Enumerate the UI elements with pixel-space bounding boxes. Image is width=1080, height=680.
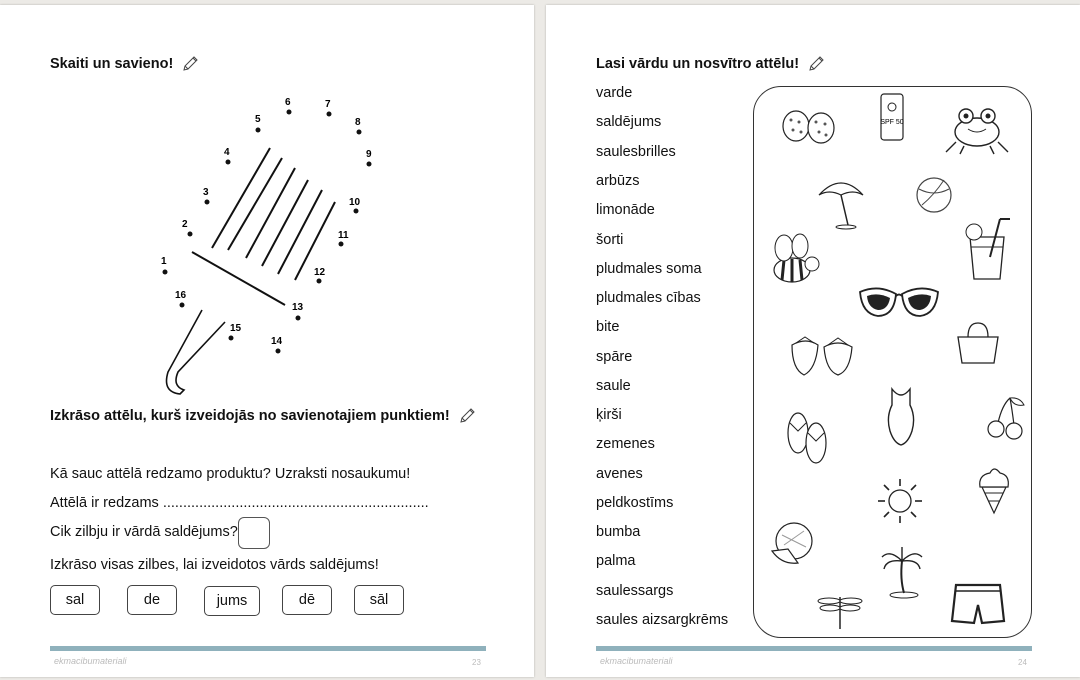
dot-label-14: 14: [271, 336, 283, 347]
dot-label-12: 12: [314, 267, 326, 278]
word-item: saule: [596, 378, 631, 394]
pencil-icon: [458, 407, 476, 425]
word-item: zemenes: [596, 436, 655, 452]
syllable-card-sal-long[interactable]: sāl: [354, 585, 404, 615]
answer-line[interactable]: Attēlā ir redzams ..................................................................: [50, 495, 429, 511]
dragonfly-icon[interactable]: [816, 591, 864, 631]
word-item: bumba: [596, 524, 641, 540]
dot-label-9: 9: [366, 149, 372, 160]
ball-icon[interactable]: [914, 175, 954, 215]
syllable-count-box[interactable]: [238, 517, 270, 549]
bag-icon[interactable]: [954, 319, 1002, 367]
syllable-card-de-long[interactable]: dē: [282, 585, 332, 615]
word-item: spāre: [596, 349, 633, 365]
dot-10: [354, 209, 359, 214]
word-item: saulesbrilles: [596, 144, 676, 160]
dot-13: [296, 316, 301, 321]
dot-6: [287, 110, 292, 115]
pencil-icon: [807, 55, 825, 73]
footer-brand: ekmacibumateriali: [600, 656, 673, 666]
question-product-name: Kā sauc attēlā redzamo produktu? Uzraksti nosaukumu!: [50, 466, 411, 482]
dot-label-7: 7: [325, 99, 331, 110]
word-item: saldējums: [596, 114, 662, 130]
sunscreen-icon[interactable]: [877, 92, 907, 142]
coloring-instruction: [50, 407, 476, 425]
word-item: palma: [596, 553, 636, 569]
connect-dots-title: [50, 55, 199, 73]
flipflops-icon[interactable]: [784, 409, 832, 467]
coloring-instruction-text: Izkrāso attēlu, kurš izveidojās no savienotajiem punktiem!: [50, 407, 450, 424]
word-item: pludmales soma: [596, 261, 702, 277]
icecream-icon[interactable]: [976, 465, 1012, 515]
dot-14: [276, 349, 281, 354]
dot-label-13: 13: [292, 302, 304, 313]
dot-1: [163, 270, 168, 275]
read-and-cross-title-text: Lasi vārdu un nosvītro attēlu!: [596, 55, 800, 72]
dot-label-4: 4: [224, 147, 230, 158]
popsicle-stick: [167, 310, 226, 394]
palm-icon[interactable]: [880, 545, 924, 599]
sun-icon[interactable]: [876, 477, 924, 525]
connect-dots-title-text: Skaiti un savieno!: [50, 55, 174, 72]
swimsuit-icon[interactable]: [884, 387, 918, 447]
syllable-card-de[interactable]: de: [127, 585, 177, 615]
dot-label-5: 5: [255, 114, 261, 125]
dot-7: [327, 112, 332, 117]
word-item: ķirši: [596, 407, 622, 423]
word-item: avenes: [596, 466, 643, 482]
dot-label-8: 8: [355, 117, 361, 128]
lemonade-icon[interactable]: [962, 217, 1012, 282]
word-item: bite: [596, 319, 620, 335]
dot-label-15: 15: [230, 323, 242, 334]
word-item: varde: [596, 85, 633, 101]
umbrella-icon[interactable]: [816, 175, 866, 230]
popsicle-stripes: [192, 148, 335, 305]
dot-2: [188, 232, 193, 237]
word-item: saulessargs: [596, 583, 674, 599]
dot-3: [205, 200, 210, 205]
right-page: [546, 5, 1080, 677]
connect-dots-puzzle: [150, 90, 390, 400]
left-page: [0, 5, 534, 677]
pencil-icon: [181, 55, 199, 73]
dot-label-16: 16: [175, 290, 187, 301]
syllable-card-sal[interactable]: sal: [50, 585, 100, 615]
strawberries-icon[interactable]: [788, 335, 856, 377]
page-number: 23: [472, 658, 481, 667]
dot-label-3: 3: [203, 187, 209, 198]
word-item: limonāde: [596, 202, 655, 218]
dot-11: [339, 242, 344, 247]
dot-16: [180, 303, 185, 308]
dot-label-11: 11: [338, 230, 349, 241]
watermelon-icon[interactable]: [768, 521, 816, 567]
dot-label-2: 2: [182, 219, 188, 230]
shorts-icon[interactable]: [950, 581, 1006, 627]
footer-bar: [50, 646, 486, 651]
dot-label-10: 10: [349, 197, 361, 208]
read-and-cross-title: [596, 55, 825, 73]
question-syllable-count: Cik zilbju ir vārdā saldējums?: [50, 524, 238, 540]
syllable-card-jums[interactable]: jums: [204, 586, 260, 616]
dot-5: [256, 128, 261, 133]
sunglasses-icon[interactable]: [858, 282, 940, 322]
word-item: saules aizsargkrēms: [596, 612, 729, 628]
dot-label-6: 6: [285, 97, 291, 108]
dot-4: [226, 160, 231, 165]
page-number: 24: [1018, 658, 1027, 667]
dot-8: [357, 130, 362, 135]
footer-brand: ekmacibumateriali: [54, 656, 127, 666]
dot-12: [317, 279, 322, 284]
dot-15: [229, 336, 234, 341]
bee-icon[interactable]: [764, 232, 824, 292]
question-color-syllables: Izkrāso visas zilbes, lai izveidotos vārds saldējums!: [50, 557, 379, 573]
word-item: peldkostīms: [596, 495, 674, 511]
word-item: arbūzs: [596, 173, 640, 189]
frog-icon[interactable]: [942, 102, 1012, 157]
footer-bar: [596, 646, 1032, 651]
dot-label-1: 1: [161, 256, 167, 267]
cherries-icon[interactable]: [984, 395, 1026, 440]
raspberries-icon[interactable]: [779, 102, 839, 147]
word-item: šorti: [596, 232, 624, 248]
pictures-panel: [753, 86, 1032, 638]
dot-9: [367, 162, 372, 167]
word-item: pludmales cības: [596, 290, 701, 306]
sunscreen-label: SPF 50: [880, 119, 904, 126]
